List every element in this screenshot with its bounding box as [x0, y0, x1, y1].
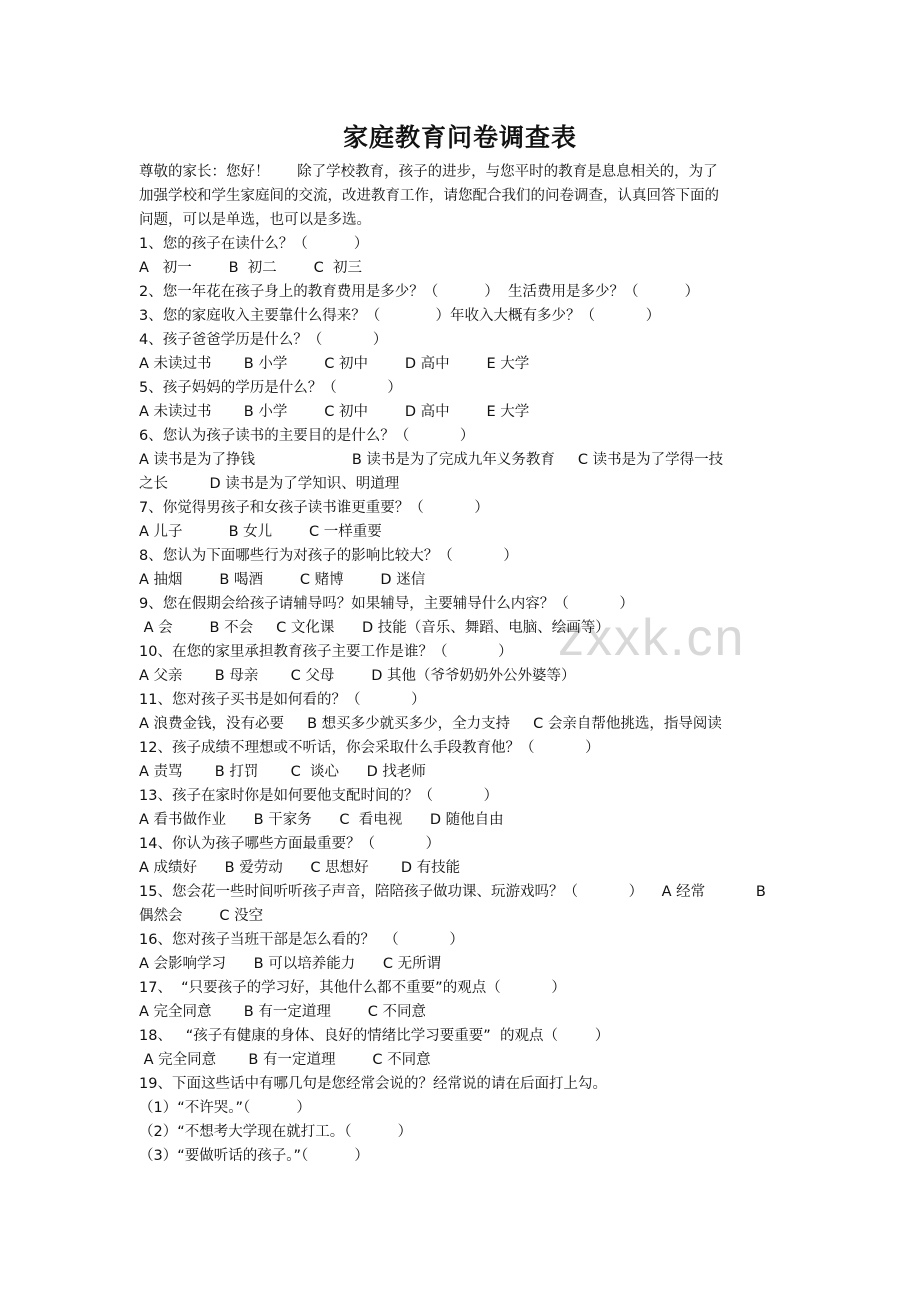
options-8: A 抽烟 B 喝酒 C 赌博 D 迷信	[139, 572, 426, 588]
options-15-cont: 偶然会 C 没空	[139, 908, 264, 924]
question-11: 11、您对孩子买书是如何看的？（ ）	[139, 692, 426, 708]
question-10: 10、在您的家里承担教育孩子主要工作是谁？（ ）	[139, 644, 513, 660]
options-10: A 父亲 B 母亲 C 父母 D 其他（爷爷奶奶外公外婆等）	[139, 668, 576, 684]
options-16: A 会影响学习 B 可以培养能力 C 无所谓	[139, 956, 442, 972]
question-1: 1、您的孩子在读什么？（ ）	[139, 236, 369, 252]
options-5: A 未读过书 B 小学 C 初中 D 高中 E 大学	[139, 404, 530, 420]
intro-line: 问题，可以是单选，也可以是多选。	[139, 212, 371, 228]
question-14: 14、你认为孩子哪些方面最重要？（ ）	[139, 836, 441, 852]
question-13: 13、孩子在家时你是如何要他支配时间的？（ ）	[139, 788, 499, 804]
options-18: A 完全同意 B 有一定道理 C 不同意	[139, 1052, 431, 1068]
question-4: 4、孩子爸爸学历是什么？（ ）	[139, 332, 388, 348]
question-18: 18、 “孩子有健康的身体、良好的情绪比学习要重要” 的观点（ ）	[139, 1028, 610, 1044]
options-13: A 看书做作业 B 干家务 C 看电视 D 随他自由	[139, 812, 504, 828]
statement-1: （1）“不许哭。”（ ）	[139, 1100, 311, 1116]
options-6: A 读书是为了挣钱 B 读书是为了完成九年义务教育 C 读书是为了学得一技	[139, 452, 724, 468]
options-6-cont: 之长 D 读书是为了学知识、明道理	[139, 476, 400, 492]
options-11: A 浪费金钱，没有必要 B 想买多少就买多少，全力支持 C 会亲自帮他挑选，指导阅读	[139, 716, 722, 732]
question-12: 12、孩子成绩不理想或不听话，你会采取什么手段教育他？（ ）	[139, 740, 600, 756]
statement-2: （2）“不想考大学现在就打工。（ ）	[139, 1124, 413, 1140]
question-5: 5、孩子妈妈的学历是什么？（ ）	[139, 380, 402, 396]
watermark: zxxk.cn	[558, 609, 746, 667]
question-6: 6、您认为孩子读书的主要目的是什么？（ ）	[139, 428, 475, 444]
options-4: A 未读过书 B 小学 C 初中 D 高中 E 大学	[139, 356, 530, 372]
question-8: 8、您认为下面哪些行为对孩子的影响比较大？（ ）	[139, 548, 518, 564]
question-3: 3、您的家庭收入主要靠什么得来？（ ）年收入大概有多少？（ ）	[139, 308, 661, 324]
question-19: 19、下面这些话中有哪几句是您经常会说的？经常说的请在后面打上勾。	[139, 1076, 607, 1092]
intro-line: 加强学校和学生家庭间的交流，改进教育工作，请您配合我们的问卷调查，认真回答下面的	[139, 188, 719, 204]
statement-3: （3）“要做听话的孩子。”（ ）	[139, 1148, 369, 1164]
question-2: 2、您一年花在孩子身上的教育费用是多少？（ ） 生活费用是多少？（ ）	[139, 284, 700, 300]
question-9: 9、您在假期会给孩子请辅导吗？如果辅导，主要辅导什么内容？（ ）	[139, 596, 634, 612]
options-9: A 会 B 不会 C 文化课 D 技能（音乐、舞蹈、电脑、绘画等）	[139, 620, 610, 636]
options-7: A 儿子 B 女儿 C 一样重要	[139, 524, 382, 540]
question-7: 7、你觉得男孩子和女孩子读书谁更重要？（ ）	[139, 500, 489, 516]
intro-line: 尊敬的家长：您好！ 除了学校教育，孩子的进步，与您平时的教育是息息相关的，为了	[139, 164, 718, 180]
options-17: A 完全同意 B 有一定道理 C 不同意	[139, 1004, 426, 1020]
question-17: 17、 “只要孩子的学习好，其他什么都不重要”的观点（ ）	[139, 980, 566, 996]
options-14: A 成绩好 B 爱劳动 C 思想好 D 有技能	[139, 860, 461, 876]
options-1: A 初一 B 初二 C 初三	[139, 260, 363, 276]
options-12: A 责骂 B 打罚 C 谈心 D 找老师	[139, 764, 426, 780]
page-title: 家庭教育问卷调查表	[342, 123, 577, 152]
question-16: 16、您对孩子当班干部是怎么看的？ （ ）	[139, 932, 464, 948]
question-15: 15、您会花一些时间听听孩子声音，陪陪孩子做功课、玩游戏吗？（ ） A 经常 B	[139, 884, 766, 900]
